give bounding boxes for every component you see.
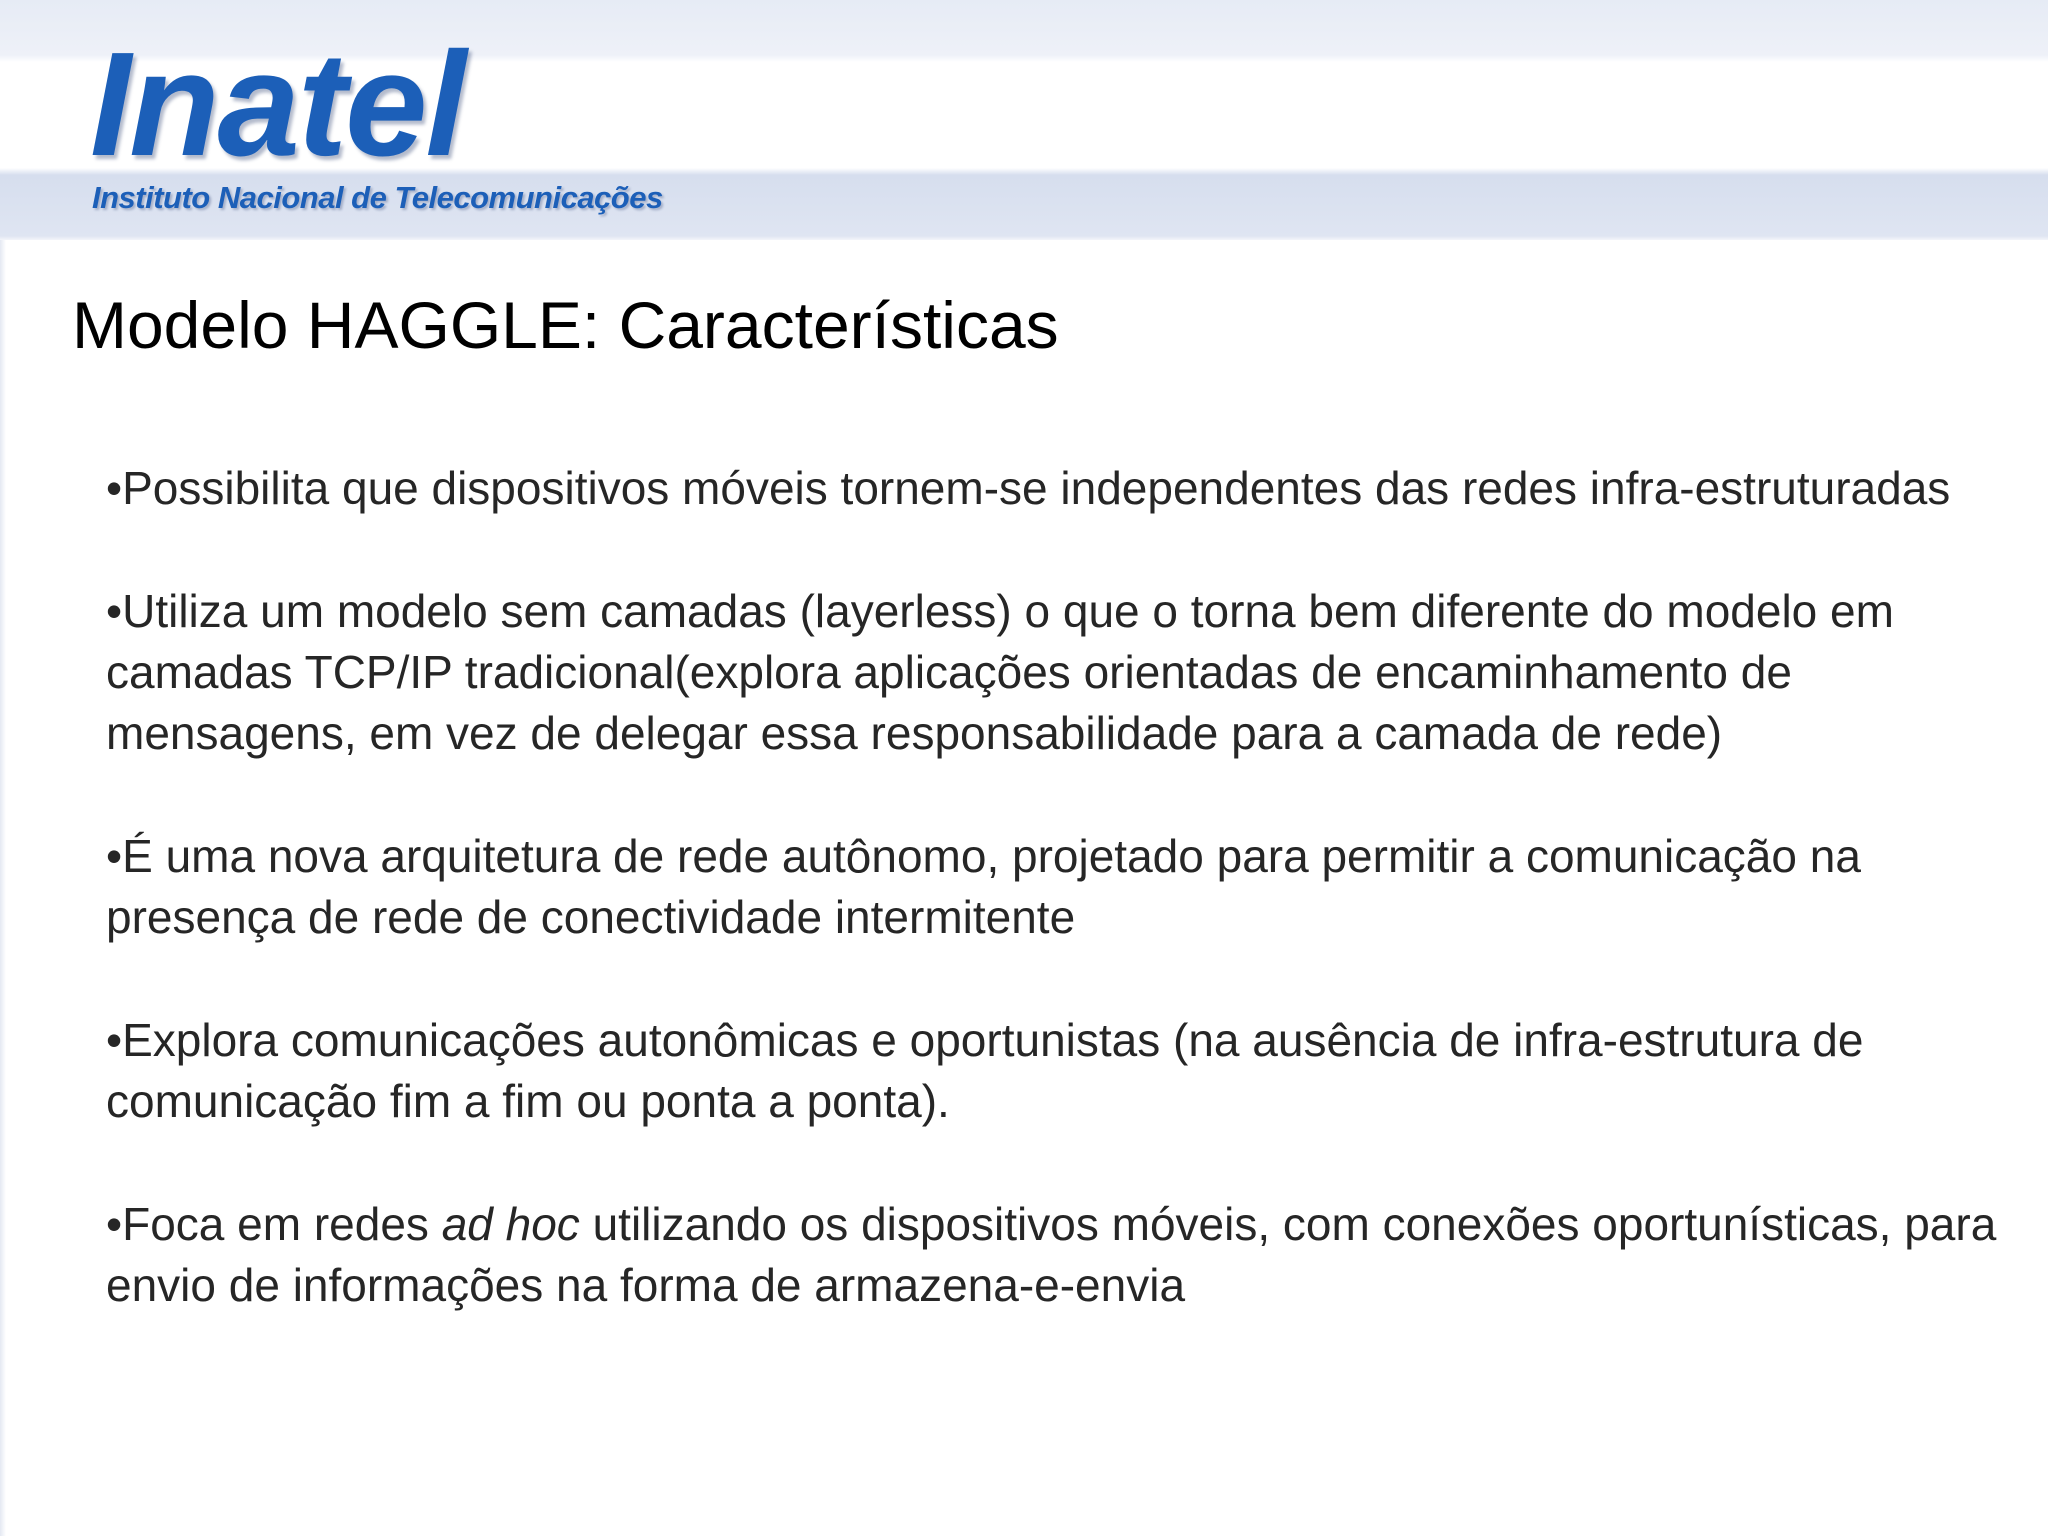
slide-title: Modelo HAGGLE: Características (72, 288, 1059, 362)
bullet-marker: • (106, 1198, 123, 1250)
bullet-marker: • (106, 585, 123, 637)
bullet-text-after: utilizando os dispositivos móveis, com conexões oportunísticas, para envio de informações na forma de armazena-e-envia (106, 1198, 1997, 1311)
bullet-item (106, 1194, 2016, 1316)
bullet-text: Explora comunicações autonômicas e oportunistas (na ausência de infra-estrutura de comunicação fim a fim ou ponta a ponta). (106, 1014, 1864, 1127)
logo-wordmark: Inatel (90, 22, 465, 187)
logo-subtitle: Instituto Nacional de Telecomunicações (92, 180, 663, 215)
bullet-marker: • (106, 830, 123, 882)
bullet-text: Utiliza um modelo sem camadas (layerless) o que o torna bem diferente do modelo em camadas TCP/IP tradicional(explora aplicações orientadas de encaminhamento de mensagens, em vez de delegar essa responsabilidade para a camada de rede) (106, 585, 1894, 759)
bullet-list (106, 458, 2016, 1378)
bullet-emphasis: ad hoc (441, 1198, 580, 1250)
bullet-marker: • (106, 462, 123, 514)
bullet-item (106, 581, 2016, 764)
bullet-item (106, 1010, 2016, 1132)
left-edge-accent (0, 240, 6, 1536)
bullet-text-before: Foca em redes (122, 1198, 442, 1250)
bullet-item (106, 458, 2016, 519)
bullet-text: É uma nova arquitetura de rede autônomo, projetado para permitir a comunicação na presença de rede de conectividade intermitente (106, 830, 1861, 943)
bullet-item (106, 826, 2016, 948)
bullet-marker: • (106, 1014, 123, 1066)
bullet-text: Possibilita que dispositivos móveis tornem-se independentes das redes infra-estruturadas (122, 462, 1951, 514)
inatel-logo (90, 22, 790, 240)
